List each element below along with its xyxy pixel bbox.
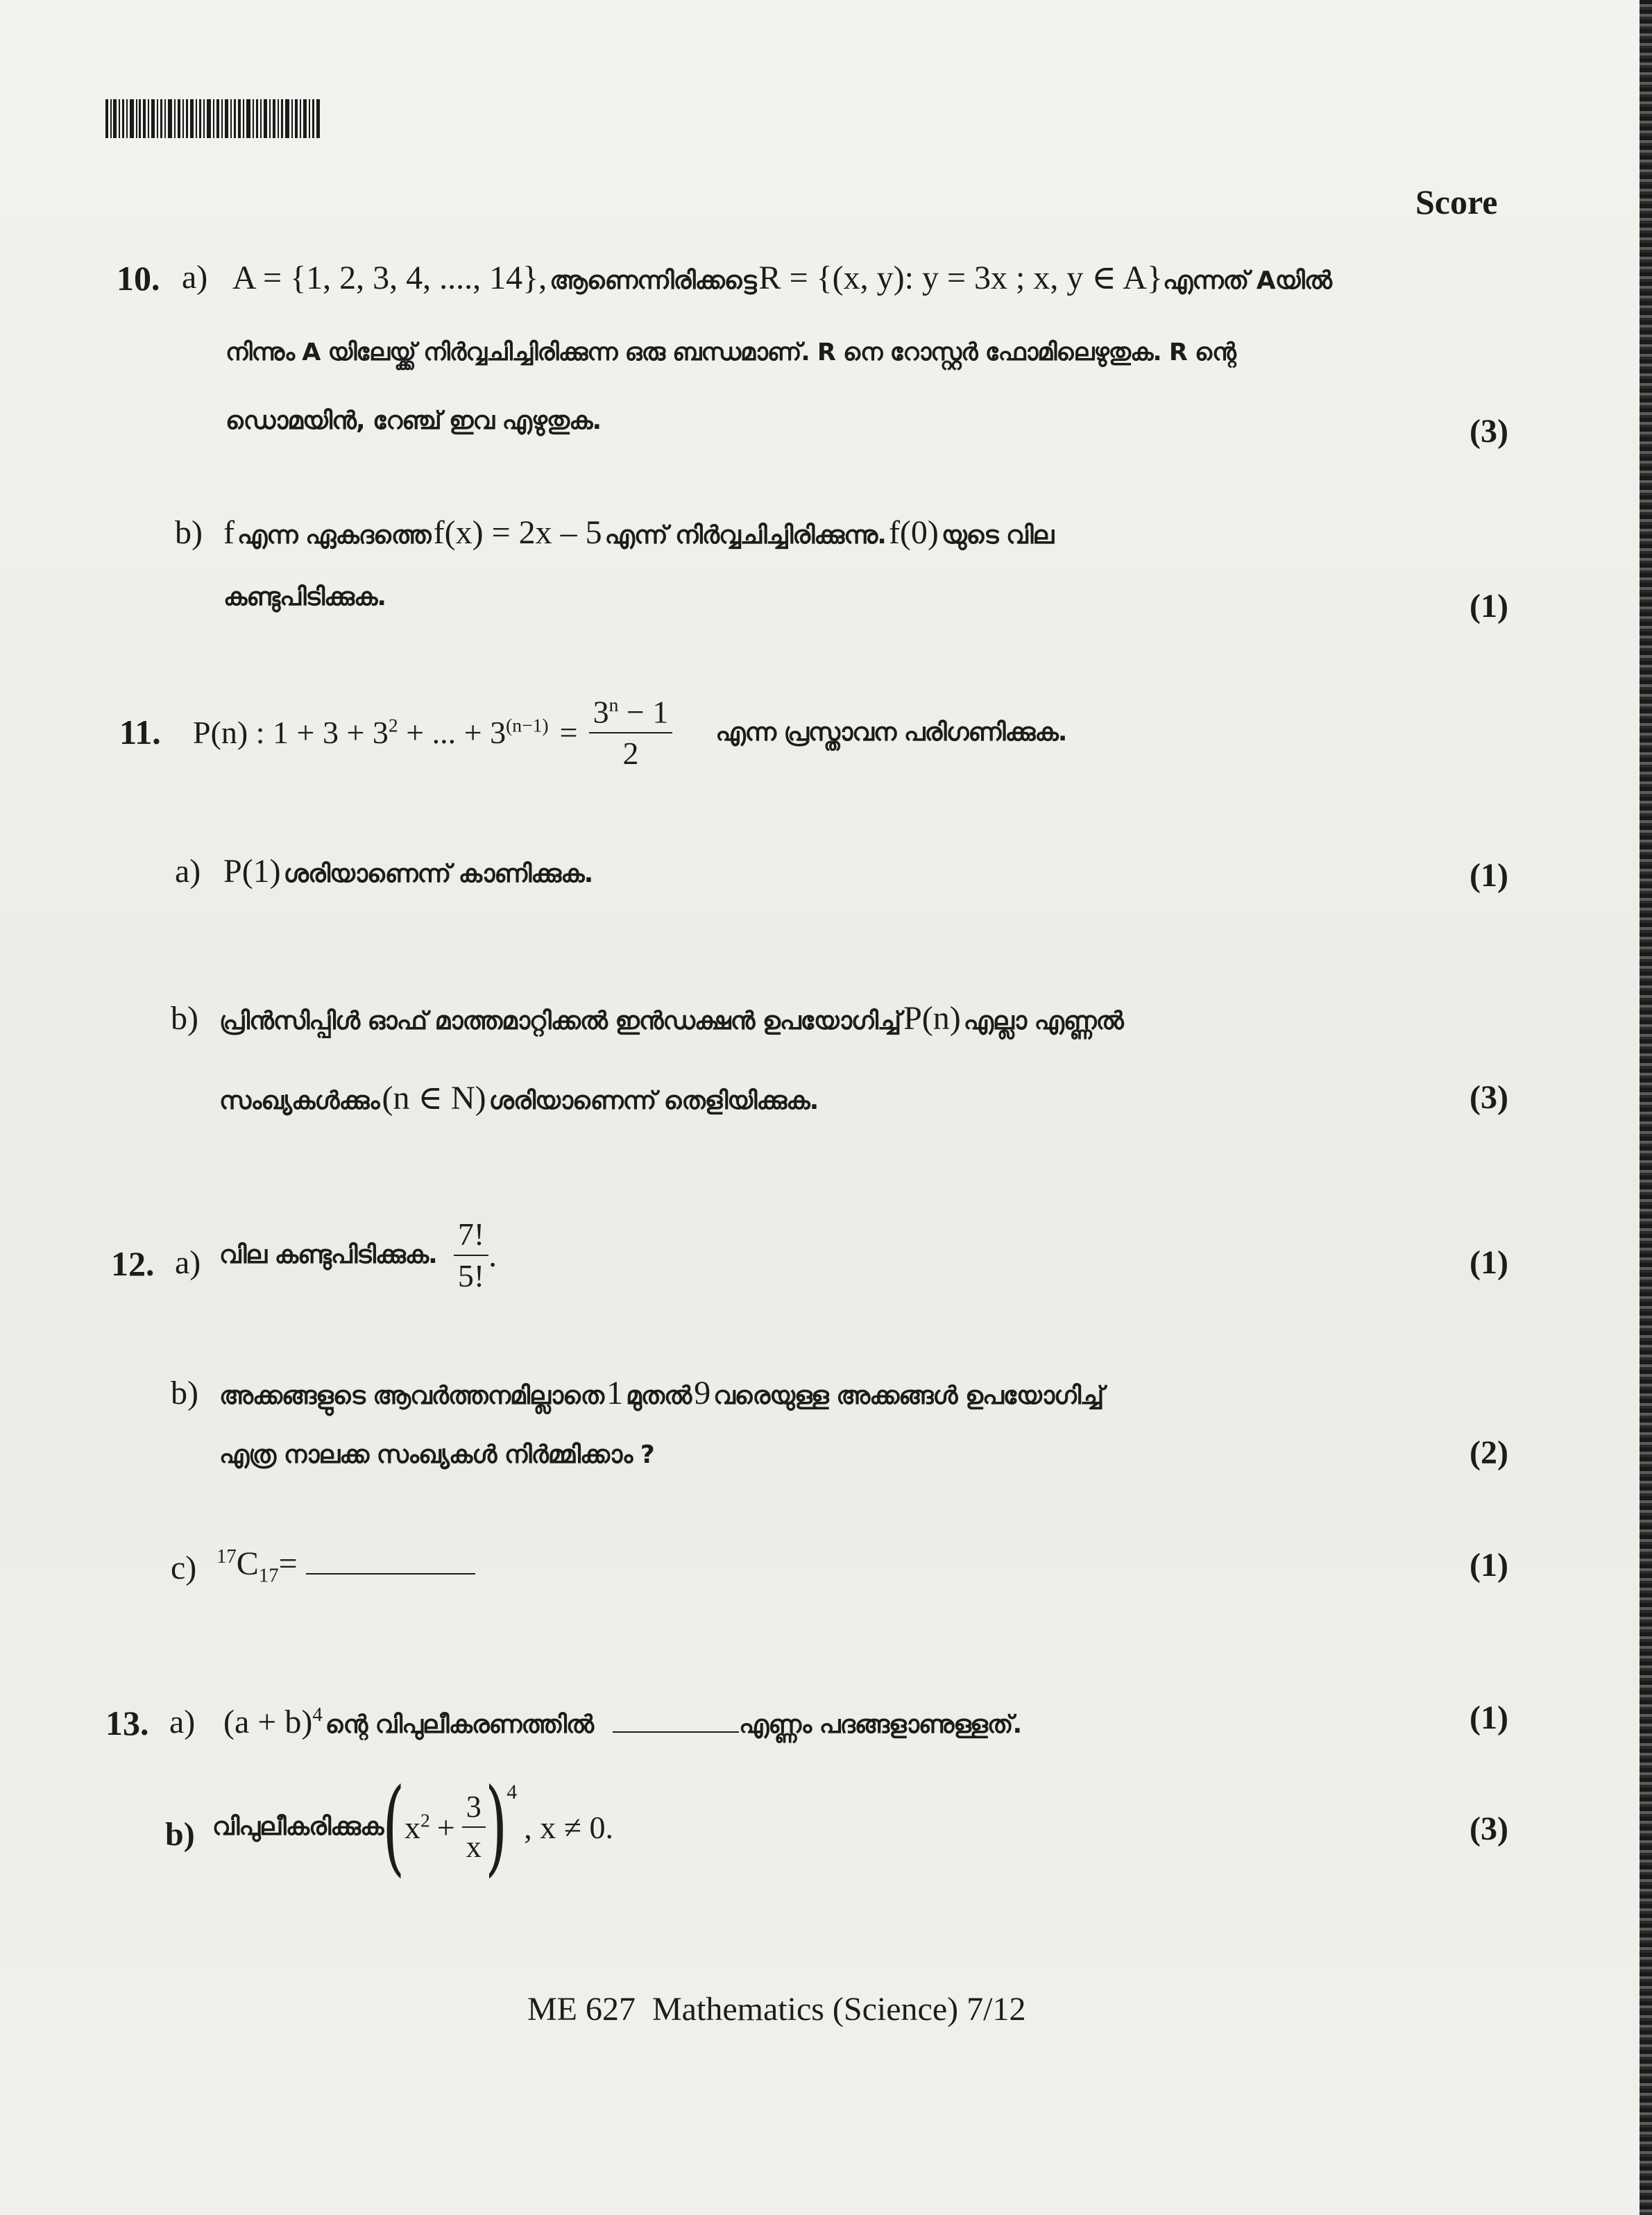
question-number: 13. — [105, 1704, 149, 1742]
question-13a — [223, 1703, 1021, 1741]
combination-r: 17 — [258, 1564, 279, 1587]
marks-badge: (3) — [1470, 1079, 1508, 1116]
n-in-naturals: (n ∈ N) — [382, 1080, 486, 1117]
answer-blank[interactable] — [306, 1547, 475, 1575]
subpart-label: b) — [171, 1000, 198, 1037]
condition: , x ≠ 0. — [524, 1809, 614, 1845]
binomial-base: $(a + b)^4$ — [223, 1704, 323, 1740]
plus-sign: + — [436, 1809, 455, 1845]
question-number: 11. — [119, 713, 161, 752]
subpart-label: b) — [165, 1816, 195, 1853]
combination-n: 17 — [216, 1545, 237, 1568]
text-segment: എന്ന ഏകദത്തെ — [237, 521, 431, 550]
question-11a — [223, 852, 593, 890]
text-segment: എന്ന് നിർവ്വചിച്ചിരിക്കുന്നു. — [604, 521, 886, 550]
question-number: 12. — [111, 1244, 155, 1283]
right-paren: ) — [484, 1767, 508, 1887]
text-segment: വില കണ്ടുപിടിക്കുക. — [219, 1241, 437, 1269]
equals-sign: = — [278, 1545, 298, 1582]
text-segment: സംഖ്യകൾക്കും — [219, 1087, 380, 1115]
text-segment: ശരിയാണെന്ന് തെളിയിക്കുക. — [488, 1087, 819, 1115]
text-segment: മുതൽ — [626, 1382, 692, 1410]
question-10a-line1 — [232, 258, 1331, 297]
marks-badge: (3) — [1470, 1810, 1508, 1847]
text-segment: ആണെന്നിരിക്കട്ടെ — [550, 266, 756, 295]
question-number: 10. — [117, 259, 160, 298]
function-definition: f(x) = 2x – 5 — [433, 514, 602, 551]
fraction-numerator: $3^n - 1$ — [589, 695, 673, 733]
text-segment: വിപുലീകരിക്കുക — [212, 1813, 384, 1841]
score-label: Score — [1415, 183, 1498, 221]
question-11b-line2 — [219, 1078, 818, 1117]
marks-badge: (3) — [1470, 413, 1508, 450]
fraction-numerator: 3 — [462, 1792, 486, 1828]
subpart-label: a) — [175, 853, 201, 890]
three-over-x — [462, 1792, 486, 1862]
digit-nine: 9 — [694, 1375, 711, 1411]
text-segment: എണ്ണം പദങ്ങളാണുള്ളത്. — [739, 1711, 1022, 1739]
text-segment: പ്രിൻസിപ്പിൾ ഓഫ് മാത്തമാറ്റിക്കൽ ഇൻഡക്ഷൻ ഉപയോഗിച്ച് — [219, 1007, 901, 1035]
equals-sign: = — [559, 715, 578, 751]
text-segment: എന്നത് Aയിൽ — [1162, 266, 1331, 295]
subpart-label: a) — [175, 1244, 201, 1281]
question-10a-line3: ഡൊമയിൻ, റേഞ്ച് ഇവ എഴുതുക. — [225, 407, 602, 435]
pn-symbol: P(n) — [903, 1000, 961, 1037]
combination-expression — [216, 1545, 475, 1588]
scanned-page-edge — [1640, 0, 1652, 2215]
question-11-statement — [193, 695, 1066, 770]
set-a-definition: A = {1, 2, 3, 4, ...., 14}, — [232, 260, 547, 296]
answer-blank[interactable] — [613, 1705, 739, 1733]
fraction-denominator: x — [466, 1830, 482, 1864]
relation-definition: R = {(x, y): y = 3x ; x, y ∈ A} — [758, 260, 1163, 296]
outer-exponent: 4 — [506, 1781, 518, 1804]
question-12b-line1 — [219, 1374, 1103, 1412]
fraction-numerator: 7! — [454, 1219, 488, 1256]
x-squared: $x^2$ — [404, 1809, 430, 1845]
question-11b-line1 — [219, 999, 1123, 1037]
combination-c: C — [236, 1545, 259, 1582]
marks-badge: (1) — [1470, 857, 1508, 894]
text-segment: ശരിയാണെന്ന് കാണിക്കുക. — [283, 860, 593, 888]
marks-badge: (1) — [1470, 1547, 1508, 1584]
function-symbol: f — [223, 514, 235, 551]
digit-one: 1 — [606, 1375, 624, 1411]
page-footer: ME 627 Mathematics (Science) 7/12 — [527, 1991, 1026, 2028]
marks-badge: (2) — [1470, 1434, 1508, 1471]
question-12b-line2: എത്ര നാലക്ക സംഖ്യകൾ നിർമ്മിക്കാം ? — [219, 1441, 654, 1469]
p1-symbol: P(1) — [223, 853, 281, 890]
text-segment: അക്കങ്ങളുടെ ആവർത്തനമില്ലാതെ — [219, 1382, 604, 1410]
text-segment: ന്റെ വിപുലീകരണത്തിൽ — [325, 1711, 594, 1739]
question-12a — [219, 1216, 497, 1293]
left-paren: ( — [382, 1767, 405, 1887]
statement-lhs: P(n) : $1 + 3 + 3^2$ + ... + $3^{(n-1)}$ — [193, 714, 549, 751]
text-segment: വരെയുള്ള അക്കങ്ങൾ ഉപയോഗിച്ച് — [713, 1382, 1104, 1410]
text-segment: യുടെ വില — [941, 521, 1054, 550]
subpart-label: b) — [175, 514, 203, 551]
question-10b-line2: കണ്ടുപിടിക്കുക. — [223, 583, 386, 611]
marks-badge: (1) — [1470, 588, 1508, 625]
subpart-label: c) — [171, 1550, 197, 1586]
fraction-denominator: 5! — [457, 1258, 485, 1293]
subpart-label: a) — [182, 259, 208, 296]
period: . — [488, 1237, 497, 1274]
question-10b-line1 — [223, 514, 1053, 552]
subpart-label: a) — [169, 1704, 196, 1740]
question-13b — [212, 1767, 614, 1887]
marks-badge: (1) — [1470, 1699, 1508, 1736]
statement-fraction — [589, 695, 673, 770]
function-value: f(0) — [888, 514, 939, 551]
subpart-label: b) — [171, 1375, 198, 1411]
barcode — [105, 99, 321, 138]
marks-badge: (1) — [1470, 1244, 1508, 1281]
question-10a-line2: നിന്നും A യിലേയ്ക്ക് നിർവ്വചിച്ചിരിക്കുന്ന ഒരു ബന്ധമാണ്. R നെ റോസ്റ്റർ ഫോമിലെഴുതുക. R ന്റെ — [225, 339, 1236, 366]
factorial-fraction — [454, 1216, 488, 1293]
text-segment: എന്ന പ്രസ്താവന പരിഗണിക്കുക. — [715, 718, 1067, 747]
text-segment: എല്ലാ എണ്ണൽ — [963, 1007, 1123, 1035]
fraction-denominator: 2 — [622, 736, 639, 772]
